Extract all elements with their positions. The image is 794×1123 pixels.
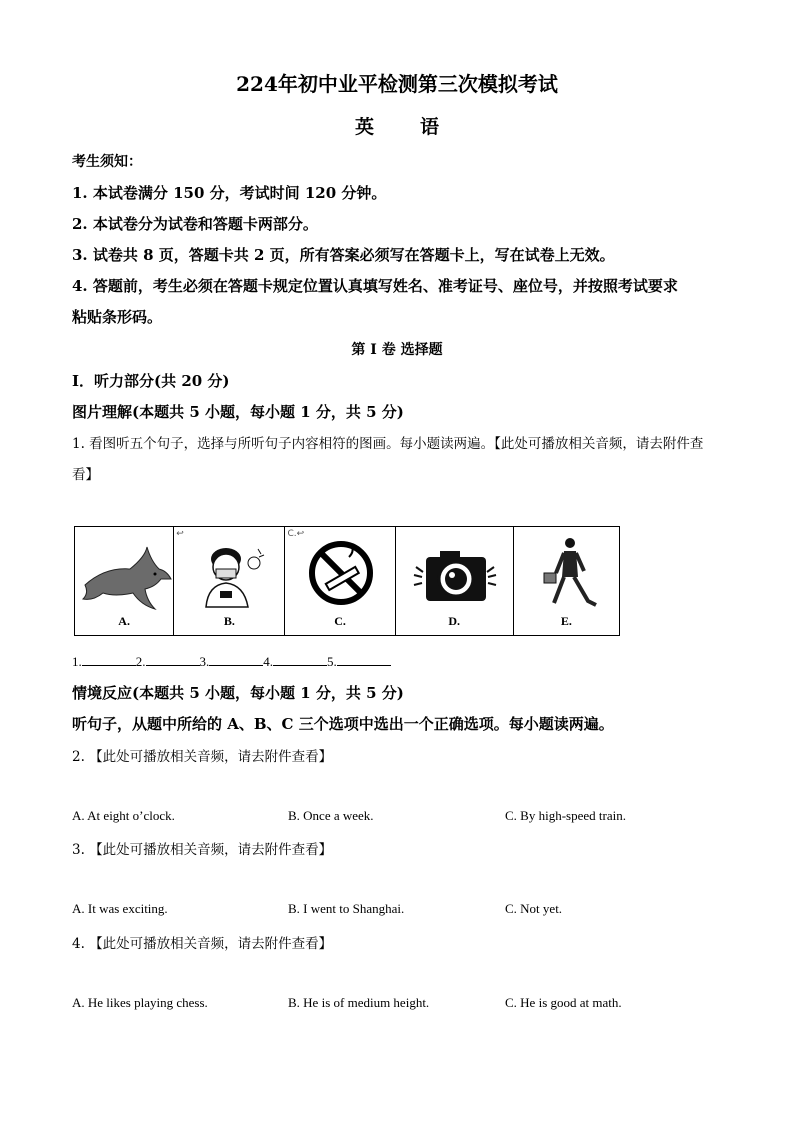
question-3-option-a[interactable]: A. It was exciting. [72,901,168,916]
situation-instruction: 听句子，从题中所给的 A、B、C 三个选项中选出一个正确选项。每小题读两遍。 [72,715,614,733]
situation-section-title: 情境反应(本题共 5 小题，每小题 1 分，共 5 分) [72,684,404,702]
blank-2[interactable] [146,653,200,666]
subject-title: 英语 [354,116,485,138]
blank-4[interactable] [273,653,327,666]
picture-table [74,526,620,636]
picture-b-label: B. [223,614,235,628]
picture-c [285,527,395,635]
question-2-option-b[interactable]: B. Once a week. [288,808,374,823]
picture-a [75,527,174,635]
notice-item-4: 4. 答题前，考生必须在答题卡规定位置认真填写姓名、准考证号、座位号，并按照考试要求 [72,277,678,295]
notice-item-3: 3. 试卷共 8 页，答题卡共 2 页，所有答案必须写在答题卡上，写在试卷上无效。 [72,246,615,264]
question-4-option-c[interactable]: C. He is good at math. [505,995,622,1010]
blank-5-number: 5. [327,654,337,669]
part-title: 第 I 卷 选择题 [351,342,443,358]
notice-item-1: 1. 本试卷满分 150 分，考试时间 120 分钟。 [72,184,387,202]
picture-section-title: 图片理解(本题共 5 小题，每小题 1 分，共 5 分) [72,403,404,421]
question-4-prompt: 4. 【此处可播放相关音频，请去附件查看】 [72,936,333,952]
picture-d-label: D. [448,614,461,628]
picture-a-label: A. [118,614,130,628]
notice-heading: 考生须知： [72,154,142,170]
picture-e [514,527,619,635]
picture-e-label: E. [560,614,572,628]
picture-d [396,527,514,635]
question-2-option-a[interactable]: A. At eight o’clock. [72,808,175,823]
question-1-text: 1. 看图听五个句子，选择与所听句子内容相符的图画。每小题读两遍。【此处可播放相关音频，请去附件查 [72,436,704,452]
blank-1[interactable] [82,653,136,666]
picture-b [174,527,285,635]
picture-b-mark: ↩ [176,529,184,539]
blank-3-number: 3. [199,654,210,669]
question-3-option-b[interactable]: B. I went to Shanghai. [288,901,405,916]
question-2-option-c[interactable]: C. By high-speed train. [505,808,626,823]
blank-2-number: 2. [135,654,146,669]
exam-title: 224年初中业平检测第三次模拟考试 [236,72,558,96]
blank-1-number: 1. [72,654,82,669]
question-3-option-c[interactable]: C. Not yet. [505,901,563,916]
notice-item-2: 2. 本试卷分为试卷和答题卡两部分。 [72,215,318,233]
blank-4-number: 4. [263,654,273,669]
blank-3[interactable] [209,653,263,666]
notice-item-5: 粘贴条形码。 [72,308,163,326]
question-3-prompt: 3. 【此处可播放相关音频，请去附件查看】 [72,842,333,858]
question-2-prompt: 2. 【此处可播放相关音频，请去附件查看】 [72,749,333,765]
question-4-option-b[interactable]: B. He is of medium height. [288,995,430,1010]
blank-5[interactable] [337,653,391,666]
picture-c-mark: C.↩ [287,529,305,539]
picture-c-label: C. [334,614,346,628]
section-title: Ⅰ．听力部分(共 20 分) [72,372,230,390]
question-4-option-a[interactable]: A. He likes playing chess. [72,995,208,1010]
question-1-text-cont: 看】 [72,467,99,483]
answer-blanks-row [72,653,391,670]
